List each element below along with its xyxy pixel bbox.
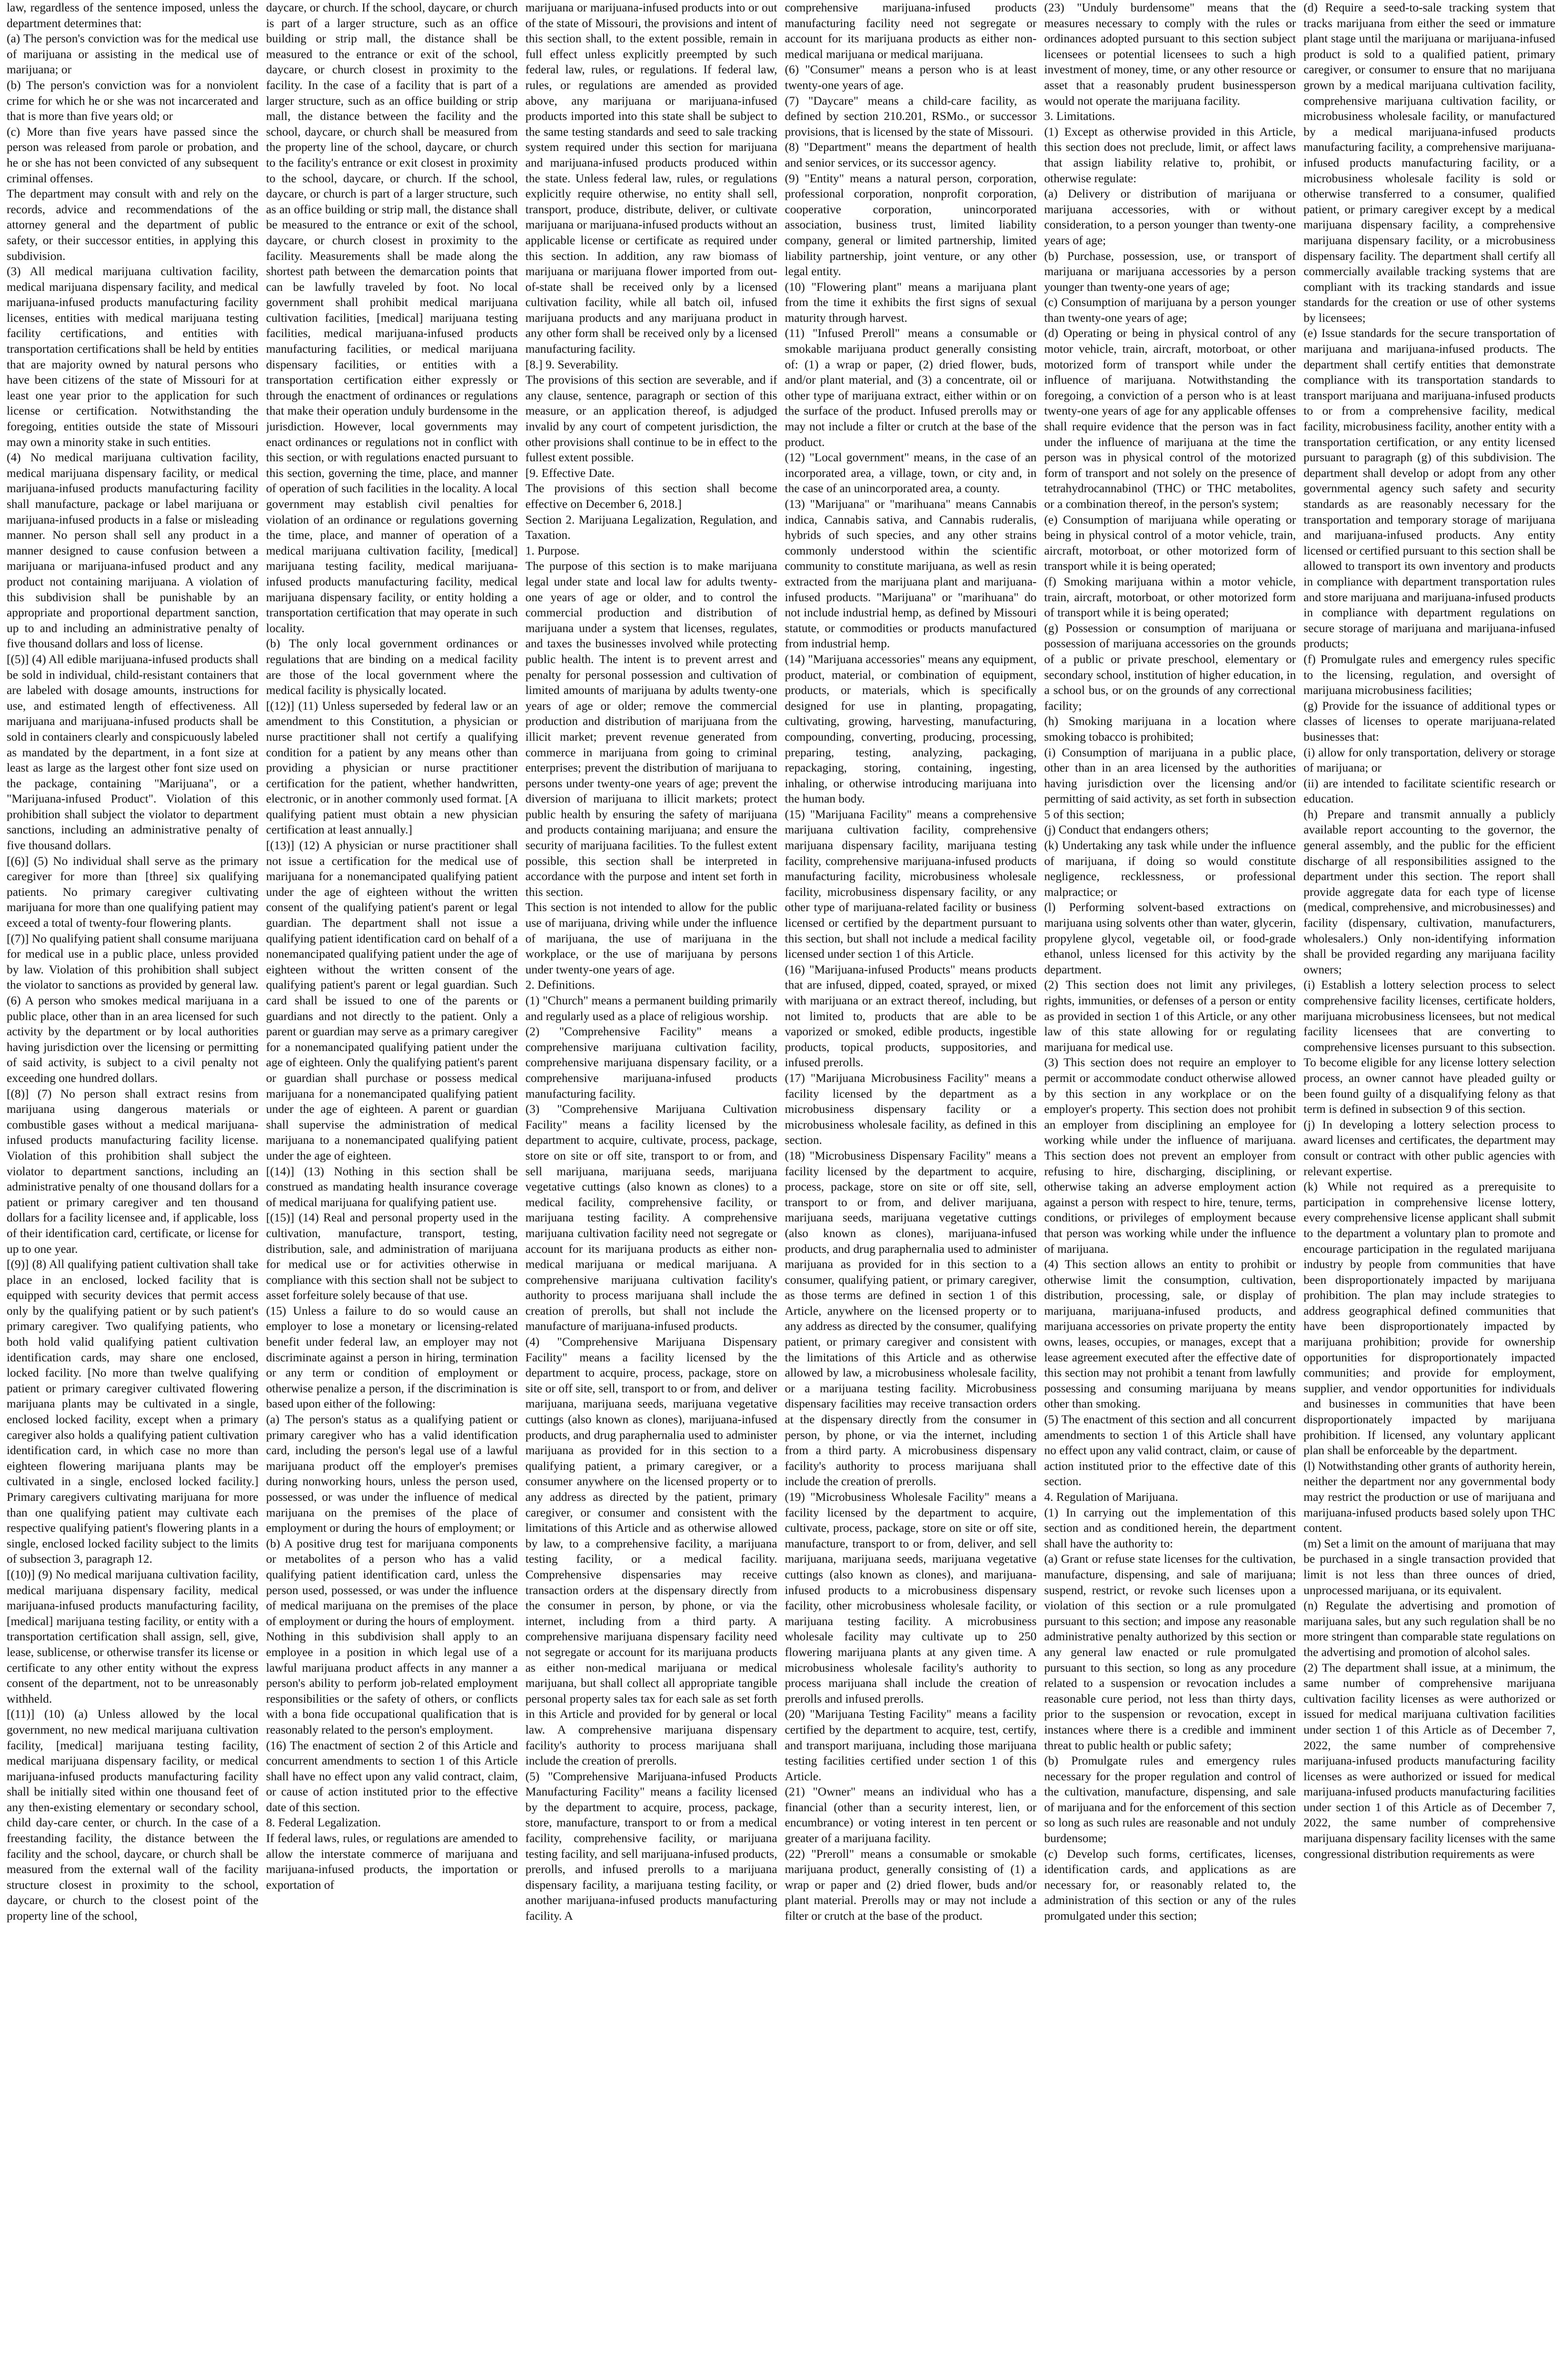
paragraph: (4) "Comprehensive Marijuana Dispensary Facility" means a facility licensed by the department to acquire, process, package, store on site or off site, sell, transport to or from, and deliver marijuana, marijuana seeds, marijuana vegetative cuttings (also known as clones), marijuana-infused products, and drug paraphernalia used to administer marijuana as provided for in this section to a qualifying patient, a primary caregiver, or a consumer anywhere on the licensed property or to any address as directed by the patient, primary caregiver, or consumer and consistent with the limitations of this Article and as otherwise allowed by law, to a comprehensive facility, a marijuana testing facility, or a medical facility. Comprehensive dispensaries may receive transaction orders at the dispensary directly from the consumer in person, by phone, or via the internet, including from a third party. A comprehensive marijuana dispensary facility need not segregate or account for its marijuana products as either non-medical marijuana or medical marijuana, but shall collect all appropriate tangible personal property sales tax for each sale as set forth in this Article and provided for by general or local law. A comprehensive marijuana dispensary facility's authority to process marijuana shall include the creation of prerolls. bbox=[525, 1335, 777, 1768]
paragraph: If federal laws, rules, or regulations are amended to allow the interstate commerce of marijuana and marijuana-infused products, the importation or exportation of bbox=[266, 1832, 518, 1892]
text-column-1 bbox=[7, 0, 259, 2380]
text-column-6 bbox=[1303, 0, 1555, 2380]
paragraph: (e) Consumption of marijuana while operating or being in physical control of a motor vehicle, train, aircraft, motorboat, or other motorized form of transport while it is being operated; bbox=[1044, 513, 1296, 573]
paragraph: (c) Develop such forms, certificates, licenses, identification cards, and applications as are necessary for, or reasonably related to, the administration of this section or any of the rules promulgated under this section; bbox=[1044, 1847, 1296, 1923]
paragraph: (5) "Comprehensive Marijuana-infused Products Manufacturing Facility" means a facility licensed by the department to acquire, process, package, store, manufacture, transport to or from a medical facility, comprehensive facility, or marijuana testing facility, and sell marijuana-infused products, prerolls, and infused prerolls to a marijuana dispensary facility, a marijuana testing facility, or another marijuana-infused products manufacturing facility. A bbox=[525, 1769, 777, 1923]
text-column-2 bbox=[266, 0, 518, 2380]
paragraph: (3) All medical marijuana cultivation facility, medical marijuana dispensary facility, and medical marijuana-infused products manufacturing facility licenses, entities with medical marijuana testing facility certifications, and entities with transportation certifications shall be held by entities that are majority owned by natural persons who have been citizens of the state of Missouri for at least one year prior to the application for such license or certification. Notwithstanding the foregoing, entities outside the state of Missouri may own a minority stake in such entities. bbox=[7, 265, 259, 449]
paragraph: daycare, or church. If the school, daycare, or church is part of a larger structure, such as an office building or strip mall, the distance shall be measured to the entrance or exit of the school, daycare, or church closest in proximity to the facility. In the case of a facility that is part of a larger structure, such as an office building or strip mall, the distance between the facility and the school, daycare, or church shall be measured from the property line of the school, daycare, or church to the facility's entrance or exit closest in proximity to the school, daycare, or church. If the school, daycare, or church is part of a larger structure, such as an office building or strip mall, the distance shall be measured to the entrance or exit of the school, daycare, or church closest in proximity to the facility. Measurements shall be made along the shortest path between the demarcation points that can be lawfully traveled by foot. No local government shall prohibit medical marijuana cultivation facilities, [medical] marijuana testing facilities, medical marijuana-infused products manufacturing facilities, or medical marijuana dispensary facilities, or entities with a transportation certification either expressly or through the enactment of ordinances or regulations that make their operation unduly burdensome in the jurisdiction. However, local governments may enact ordinances or regulations not in conflict with this section, or with regulations enacted pursuant to this section, governing the time, place, and manner of operation of such facilities in the locality. A local government may establish civil penalties for violation of an ordinance or regulations governing the time, place, and manner of operation of a medical marijuana cultivation facility, [medical] marijuana testing facility, medical marijuana-infused products manufacturing facility, medical marijuana dispensary facility, or entity holding a transportation certification that may operate in such locality. bbox=[266, 1, 518, 635]
paragraph: (11) "Infused Preroll" means a consumable or smokable marijuana product generally consisting of: (1) a wrap or paper, (2) dried flower, buds, and/or plant material, and (3) a concentrate, oil or other type of marijuana extract, either within or on the surface of the product. Infused prerolls may or may not include a filter or crutch at the base of the product. bbox=[785, 327, 1037, 449]
paragraph: (18) "Microbusiness Dispensary Facility" means a facility licensed by the department to acquire, process, package, store on site or off site, sell, transport to or from, and deliver marijuana, marijuana seeds, marijuana vegetative cuttings (also known as clones), marijuana-infused products, and drug paraphernalia used to administer marijuana as provided for in this section to a consumer, qualifying patient, or primary caregiver, as those terms are defined in section 1 of this Article, anywhere on the licensed property or to any address as directed by the consumer, qualifying patient, or primary caregiver and consistent with the limitations of this Article and as otherwise allowed by law, a microbusiness wholesale facility, or a marijuana testing facility. Microbusiness dispensary facilities may receive transaction orders at the dispensary directly from the consumer in person, by phone, or via the internet, including from a third party. A microbusiness dispensary facility's authority to process marijuana shall include the creation of prerolls. bbox=[785, 1149, 1037, 1488]
paragraph: (16) "Marijuana-infused Products" means products that are infused, dipped, coated, sprayed, or mixed with marijuana or an extract thereof, including, but not limited to, products that are able to be vaporized or smoked, edible products, ingestible products, topical products, suppositories, and infused prerolls. bbox=[785, 962, 1037, 1070]
paragraph: (i) allow for only transportation, delivery or storage of marijuana; or bbox=[1303, 745, 1555, 775]
paragraph: (i) Establish a lottery selection process to select comprehensive facility licenses, certificate holders, marijuana microbusiness licensees, but not medical facility licensees that are converting to comprehensive licenses pursuant to this subsection. To become eligible for any license lottery selection process, an owner cannot have pleaded guilty or been found guilty of a disqualifying felony as that term is defined in subsection 9 of this section. bbox=[1303, 978, 1555, 1116]
paragraph: (b) The only local government ordinances or regulations that are binding on a medical facility are those of the local government where the medical facility is physically located. bbox=[266, 637, 518, 697]
paragraph: (h) Smoking marijuana in a location where smoking tobacco is prohibited; bbox=[1044, 714, 1296, 744]
paragraph: (a) The person's conviction was for the medical use of marijuana or assisting in the medical use of marijuana; or bbox=[7, 32, 259, 77]
paragraph: (h) Prepare and transmit annually a publicly available report accounting to the governor, the general assembly, and the public for the efficient discharge of all responsibilities assigned to the department under this section. The report shall provide aggregate data for each type of license (medical, comprehensive, and microbusinesses) and facility (dispensary, cultivation, manufacturers, wholesalers.) Only non-identifying information shall be provided regarding any marijuana facility owners; bbox=[1303, 807, 1555, 976]
paragraph: (7) "Daycare" means a child-care facility, as defined by section 210.201, RSMo., or successor provisions, that is licensed by the state of Missouri. bbox=[785, 94, 1037, 139]
paragraph: (2) "Comprehensive Facility" means a comprehensive marijuana cultivation facility, comprehensive marijuana dispensary facility, or a comprehensive marijuana-infused products manufacturing facility. bbox=[525, 1025, 777, 1101]
paragraph: (b) The person's conviction was for a nonviolent crime for which he or she was not incarcerated and that is more than five years old; or bbox=[7, 78, 259, 123]
paragraph: (l) Notwithstanding other grants of authority herein, neither the department nor any governmental body may restrict the production or use of marijuana and marijuana-infused products based solely upon THC content. bbox=[1303, 1459, 1555, 1535]
paragraph: (2) This section does not limit any privileges, rights, immunities, or defenses of a person or entity as provided in section 1 of this Article, or any other law of this state allowing for or regulating marijuana for medical use. bbox=[1044, 978, 1296, 1054]
paragraph: marijuana or marijuana-infused products into or out of the state of Missouri, the provisions and intent of this section shall, to the extent possible, remain in full effect unless explicitly preempted by such federal law, rules, or regulations. If federal law, rules, or regulations are amended as provided above, any marijuana or marijuana-infused products imported into this state shall be subject to the same testing standards and seed to sale tracking system required under this section for marijuana and marijuana-infused products produced within the state. Unless federal law, rules, or regulations explicitly require otherwise, no entity shall sell, transport, produce, distribute, deliver, or cultivate marijuana or marijuana-infused products without an applicable license or certificate as required under this section. In addition, any raw biomass of marijuana or marijuana flower imported from out-of-state shall be received only by a licensed cultivation facility, while all batch oil, infused marijuana products and any marijuana product in any other form shall be received only by a licensed manufacturing facility. bbox=[525, 1, 777, 356]
paragraph: (12) "Local government" means, in the case of an incorporated area, a village, town, or city and, in the case of an unincorporated area, a county. bbox=[785, 451, 1037, 496]
text-column-5 bbox=[1044, 0, 1296, 2380]
paragraph: (13) "Marijuana" or "marihuana" means Cannabis indica, Cannabis sativa, and Cannabis ruderalis, hybrids of such species, and any other strains commonly understood within the scientific community to constitute marijuana, as well as resin extracted from the marijuana plant and marijuana-infused products. "Marijuana" or "marihuana" do not include industrial hemp, as defined by Missouri statute, or commodities or products manufactured from industrial hemp. bbox=[785, 497, 1037, 651]
text-column-4 bbox=[785, 0, 1036, 2380]
paragraph: [(5)] (4) All edible marijuana-infused products shall be sold in individual, child-resistant containers that are labeled with dosage amounts, instructions for use, and estimated length of effectiveness. All marijuana and marijuana-infused products shall be sold in containers clearly and conspicuously labeled as mandated by the department, in a font size at least as large as the largest other font size used on the package, containing "Marijuana", or a "Marijuana-infused Product". Violation of this prohibition shall subject the violator to department sanctions, including an administrative penalty of five thousand dollars. bbox=[7, 652, 259, 853]
paragraph: (g) Provide for the issuance of additional types or classes of licenses to operate marijuana-related businesses that: bbox=[1303, 699, 1555, 744]
paragraph: (c) Consumption of marijuana by a person younger than twenty-one years of age; bbox=[1044, 296, 1296, 325]
paragraph: (l) Performing solvent-based extractions on marijuana using solvents other than water, glycerin, propylene glycol, vegetable oil, or food-grade ethanol, unless licensed for this activity by the department. bbox=[1044, 901, 1296, 976]
paragraph: 2. Definitions. bbox=[525, 978, 595, 992]
paragraph: [(12)] (11) Unless superseded by federal law or an amendment to this Constitution, a physician or nurse practitioner shall not certify a qualifying condition for a patient by any means other than providing a physician or nurse practitioner certification for the patient, whether handwritten, electronic, or in another commonly used format. [A qualifying patient must obtain a new physician certification at least annually.] bbox=[266, 699, 518, 837]
paragraph: (16) The enactment of section 2 of this Article and concurrent amendments to section 1 of this Article shall have no effect upon any valid contract, claim, or cause of action instituted prior to the effective date of this section. bbox=[266, 1738, 518, 1814]
paragraph: The purpose of this section is to make marijuana legal under state and local law for adults twenty-one years of age or older, and to control the commercial production and distribution of marijuana under a system that licenses, regulates, and taxes the businesses involved while protecting public health. The intent is to prevent arrest and penalty for personal possession and cultivation of limited amounts of marijuana by adults twenty-one years of age or older; remove the commercial production and distribution of marijuana from the illicit market; prevent revenue generated from commerce in marijuana from going to criminal enterprises; prevent the distribution of marijuana to persons under twenty-one years of age; prevent the diversion of marijuana to illicit markets; protect public health by ensuring the safety of marijuana and products containing marijuana; and ensure the security of marijuana facilities. To the fullest extent possible, this section shall be interpreted in accordance with the purpose and intent set forth in this section. bbox=[525, 559, 777, 899]
paragraph: (k) While not required as a prerequisite to participation in comprehensive license lottery, every comprehensive license applicant shall submit to the department a voluntary plan to promote and encourage participation in the regulated marijuana industry by people from communities that have been disproportionately impacted by marijuana prohibition. The plan may include strategies to address geographical defined communities that have been disproportionately impacted by marijuana prohibition; provide for ownership opportunities for disproportionately impacted communities; and provide for employment, supplier, and vendor opportunities for individuals and businesses in communities that have been disproportionately impacted by marijuana prohibition. If licensed, any voluntary applicant plan shall be enforceable by the department. bbox=[1303, 1180, 1555, 1458]
paragraph: (17) "Marijuana Microbusiness Facility" means a facility licensed by the department as a microbusiness dispensary facility or a microbusiness wholesale facility, as defined in this section. bbox=[785, 1071, 1037, 1147]
paragraph: [8.] 9. Severability. bbox=[525, 357, 618, 371]
paragraph: (1) In carrying out the implementation of this section and as conditioned herein, the department shall have the authority to: bbox=[1044, 1506, 1296, 1550]
paragraph: (b) Purchase, possession, use, or transport of marijuana or marijuana accessories by a person younger than twenty-one years of age; bbox=[1044, 249, 1296, 294]
paragraph: (22) "Preroll" means a consumable or smokable marijuana product, generally consisting of (1) a wrap or paper and (2) dried flower, buds and/or plant material. Prerolls may or may not include a filter or crutch at the base of the product. bbox=[785, 1847, 1037, 1923]
paragraph: (20) "Marijuana Testing Facility" means a facility certified by the department to acquire, test, certify, and transport marijuana, including those marijuana testing facilities certified under section 1 of this Article. bbox=[785, 1707, 1037, 1783]
paragraph: (d) Operating or being in physical control of any motor vehicle, train, aircraft, motorboat, or other motorized form of transport while under the influence of marijuana. Notwithstanding the foregoing, a conviction of a person who is at least twenty-one years of age for any applicable offenses shall require evidence that the person was in fact under the influence of marijuana at the time the person was in physical control of the motorized form of transport and not solely on the presence of tetrahydrocannabinol (THC) or THC metabolites, or a combination thereof, in the person's system; bbox=[1044, 327, 1296, 511]
paragraph: (b) A positive drug test for marijuana components or metabolites of a person who has a valid qualifying patient identification card, unless the person used, possessed, or was under the influence of medical marijuana on the premises of the place of employment or during the hours of employment. bbox=[266, 1537, 518, 1628]
paragraph: (6) "Consumer" means a person who is at least twenty-one years of age. bbox=[785, 63, 1037, 92]
paragraph: (a) The person's status as a qualifying patient or primary caregiver who has a valid identification card, including the person's legal use of a lawful marijuana product off the employer's premises during nonworking hours, unless the person used, possessed, or was under the influence of medical marijuana on the premises of the place of employment or during the hours of employment; or bbox=[266, 1413, 518, 1535]
paragraph: (4) No medical marijuana cultivation facility, medical marijuana dispensary facility, or medical marijuana-infused products manufacturing facility shall manufacture, package or label marijuana or marijuana-infused products in a false or misleading manner. No person shall sell any product in a manner designed to cause confusion between a marijuana or marijuana-infused product and any product not containing marijuana. A violation of this subdivision shall be punishable by an appropriate and proportional department sanction, up to and including an administrative penalty of five thousand dollars and loss of license. bbox=[7, 451, 259, 651]
paragraph: (9) "Entity" means a natural person, corporation, professional corporation, nonprofit corporation, cooperative corporation, unincorporated association, business trust, limited liability company, general or limited partnership, limited liability partnership, joint venture, or any other legal entity. bbox=[785, 171, 1037, 278]
paragraph: (2) The department shall issue, at a minimum, the same number of comprehensive marijuana cultivation facility licenses as were authorized or issued for medical marijuana cultivation facilities under section 1 of this Article as of December 7, 2022, the same number of comprehensive marijuana-infused products manufacturing facility licenses as were authorized or issued for medical marijuana-infused products manufacturing facilities under section 1 of this Article as of December 7, 2022, the same number of comprehensive marijuana dispensary facility licenses with the same congressional distribution requirements as were bbox=[1303, 1661, 1555, 1861]
paragraph: [(10)] (9) No medical marijuana cultivation facility, medical marijuana dispensary facility, medical marijuana-infused products manufacturing facility, [medical] marijuana testing facility, or entity with a transportation certification shall assign, sell, give, lease, sublicense, or otherwise transfer its license or certificate to any other entity without the express consent of the department, not to be unreasonably withheld. bbox=[7, 1567, 259, 1706]
paragraph: (8) "Department" means the department of health and senior services, or its successor agency. bbox=[785, 140, 1037, 169]
paragraph: (4) This section allows an entity to prohibit or otherwise limit the consumption, cultivation, distribution, processing, sale, or display of marijuana, marijuana-infused products, and marijuana accessories on private property the entity owns, leases, occupies, or manages, except that a lease agreement executed after the effective date of this section may not prohibit a tenant from lawfully possessing and consuming marijuana by means other than smoking. bbox=[1044, 1258, 1296, 1411]
paragraph: 8. Federal Legalization. bbox=[266, 1816, 381, 1830]
paragraph: (j) Conduct that endangers others; bbox=[1044, 823, 1209, 837]
paragraph: (21) "Owner" means an individual who has a financial (other than a security interest, lien, or encumbrance) or voting interest in ten percent or greater of a marijuana facility. bbox=[785, 1785, 1037, 1845]
paragraph: 3. Limitations. bbox=[1044, 109, 1115, 123]
paragraph: (a) Delivery or distribution of marijuana or marijuana accessories, with or without consideration, to a person younger than twenty-one years of age; bbox=[1044, 187, 1296, 247]
paragraph: (19) "Microbusiness Wholesale Facility" means a facility licensed by the department to acquire, cultivate, process, package, store on site or off site, manufacture, transport to or from, deliver, and sell marijuana, marijuana seeds, marijuana vegetative cuttings (also known as clones), and marijuana-infused products to a microbusiness dispensary facility, other microbusiness wholesale facility, or marijuana testing facility. A microbusiness wholesale facility may cultivate up to 250 flowering marijuana plants at any given time. A microbusiness wholesale facility's authority to process marijuana shall include the creation of prerolls and infused prerolls. bbox=[785, 1490, 1037, 1706]
paragraph: (n) Regulate the advertising and promotion of marijuana sales, but any such regulation shall be no more stringent than comparable state regulations on the advertising and promotion of alcohol sales. bbox=[1303, 1599, 1555, 1659]
paragraph: This section is not intended to allow for the public use of marijuana, driving while under the influence of marijuana, the use of marijuana in the workplace, or the use of marijuana by persons under twenty-one years of age. bbox=[525, 901, 777, 976]
paragraph: (e) Issue standards for the secure transportation of marijuana and marijuana-infused products. The department shall certify entities that demonstrate compliance with its transportation standards to transport marijuana and marijuana-infused products to or from a comprehensive facility, medical facility, microbusiness facility, another entity with a transportation certification, or any entity licensed pursuant to paragraph (g) of this subdivision. The department shall develop or adopt from any other governmental agency such safety and security standards as are reasonably necessary for the transportation and temporary storage of marijuana and marijuana-infused products. Any entity licensed or certified pursuant to this section shall be allowed to transport its own inventory and products in compliance with department transportation rules and store marijuana and marijuana-infused products in compliance with department regulations on secure storage of marijuana and marijuana-infused products; bbox=[1303, 327, 1555, 651]
paragraph: (f) Smoking marijuana within a motor vehicle, train, aircraft, motorboat, or other motorized form of transport while it is being operated; bbox=[1044, 575, 1296, 620]
paragraph: (1) "Church" means a permanent building primarily and regularly used as a place of religious worship. bbox=[525, 994, 777, 1023]
paragraph: (i) Consumption of marijuana in a public place, other than in an area licensed by the authorities having jurisdiction over the licensing and/or permitting of said activity, as set forth in subsection 5 of this section; bbox=[1044, 745, 1296, 821]
paragraph: (k) Undertaking any task while under the influence of marijuana, if doing so would constitute negligence, recklessness, or professional malpractice; or bbox=[1044, 839, 1296, 899]
paragraph: comprehensive marijuana-infused products manufacturing facility need not segregate or account for its marijuana products as either non-medical marijuana or medical marijuana. bbox=[785, 1, 1037, 61]
paragraph: [(6)] (5) No individual shall serve as the primary caregiver for more than [three] six qualifying patients. No primary caregiver cultivating marijuana for more than one qualifying patient may exceed a total of twenty-four flowering plants. bbox=[7, 854, 259, 930]
paragraph: (23) "Unduly burdensome" means that the measures necessary to comply with the rules or ordinances adopted pursuant to this section subject licensees or potential licensees to such a high investment of money, time, or any other resource or asset that a reasonably prudent businessperson would not operate the marijuana facility. bbox=[1044, 1, 1296, 108]
paragraph: (ii) are intended to facilitate scientific research or education. bbox=[1303, 776, 1555, 806]
paragraph: [(9)] (8) All qualifying patient cultivation shall take place in an enclosed, locked facility that is equipped with security devices that permit access only by the qualifying patient or by such patient's primary caregiver. Two qualifying patients, who both hold valid qualifying patient cultivation identification cards, may share one enclosed, locked facility. [No more than twelve qualifying patient or primary caregiver cultivated flowering marijuana plants may be cultivated in a single, enclosed locked facility, except when a primary caregiver also holds a qualifying patient cultivation identification card, in which case no more than eighteen flowering marijuana plants may be cultivated in a single, enclosed locked facility.] Primary caregivers cultivating marijuana for more than one qualifying patient may cultivate each respective qualifying patient's flowering plants in a single, enclosed locked facility subject to the limits of subsection 3, paragraph 12. bbox=[7, 1258, 259, 1566]
paragraph: [(15)] (14) Real and personal property used in the cultivation, manufacture, transport, testing, distribution, sale, and administration of marijuana for medical use or for activities otherwise in compliance with this section shall not be subject to asset forfeiture solely because of that use. bbox=[266, 1211, 518, 1302]
paragraph: Section 2. Marijuana Legalization, Regulation, and Taxation. bbox=[525, 513, 777, 542]
paragraph: (a) Grant or refuse state licenses for the cultivation, manufacture, dispensing, and sale of marijuana; suspend, restrict, or revoke such licenses upon a violation of this section or a rule promulgated pursuant to this section; and impose any reasonable administrative penalty authorized by this section or any general law enacted or rule promulgated pursuant to this section, so long as any procedure related to a suspension or revocation includes a reasonable cure period, not less than thirty days, prior to the suspension or revocation, except in instances where there is a credible and imminent threat to public health or public safety; bbox=[1044, 1552, 1296, 1752]
paragraph: (15) Unless a failure to do so would cause an employer to lose a monetary or licensing-related benefit under federal law, an employer may not discriminate against a person in hiring, termination or any term or condition of employment or otherwise penalize a person, if the discrimination is based upon either of the following: bbox=[266, 1304, 518, 1411]
paragraph: [(13)] (12) A physician or nurse practitioner shall not issue a certification for the medical use of marijuana for a nonemancipated qualifying patient under the age of eighteen without the written consent of the qualifying patient's parent or legal guardian. The department shall not issue a qualifying patient identification card on behalf of a nonemancipated qualifying patient under the age of eighteen without the written consent of the qualifying patient's parent or legal guardian. Such card shall be issued to one of the parents or guardians and not directly to the patient. Only a parent or guardian may serve as a primary caregiver for a nonemancipated qualifying patient under the age of eighteen. Only the qualifying patient's parent or guardian shall purchase or possess medical marijuana for a nonemancipated qualifying patient under the age of eighteen. A parent or guardian shall supervise the administration of medical marijuana to a nonemancipated qualifying patient under the age of eighteen. bbox=[266, 839, 518, 1162]
paragraph: The provisions of this section are severable, and if any clause, sentence, paragraph or section of this measure, or an application thereof, is adjudged invalid by any court of competent jurisdiction, the other provisions shall continue to be in effect to the fullest extent possible. bbox=[525, 373, 777, 465]
paragraph: (3) This section does not require an employer to permit or accommodate conduct otherwise allowed by this section in any workplace or on the employer's property. This section does not prohibit an employer from disciplining an employee for working while under the influence of marijuana. This section does not prevent an employer from refusing to hire, discharging, disciplining, or otherwise taking an adverse employment action against a person with respect to hire, tenure, terms, conditions, or privileges of employment because that person was working while under the influence of marijuana. bbox=[1044, 1056, 1296, 1256]
paragraph: (1) Except as otherwise provided in this Article, this section does not preclude, limit, or affect laws that assign liability relative to, prohibit, or otherwise regulate: bbox=[1044, 125, 1296, 185]
paragraph: [(14)] (13) Nothing in this section shall be construed as mandating health insurance coverage of medical marijuana for qualifying patient use. bbox=[266, 1164, 518, 1209]
paragraph: (3) "Comprehensive Marijuana Cultivation Facility" means a facility licensed by the department to acquire, cultivate, process, package, store on site or off site, transport to or from, and sell marijuana, marijuana seeds, marijuana vegetative cuttings (also known as clones) to a medical facility, comprehensive facility, or marijuana testing facility. A comprehensive marijuana cultivation facility need not segregate or account for its marijuana products as either non-medical marijuana or medical marijuana. A comprehensive marijuana cultivation facility's authority to process marijuana shall include the creation of prerolls, but shall not include the manufacture of marijuana-infused products. bbox=[525, 1102, 777, 1333]
paragraph: [(8)] (7) No person shall extract resins from marijuana using dangerous materials or combustible gases without a medical marijuana-infused products manufacturing facility license. Violation of this prohibition shall subject the violator to department sanctions, including an administrative penalty of one thousand dollars for a patient or primary caregiver and ten thousand dollars for a facility licensee and, if applicable, loss of their identification card, certificate, or license for up to one year. bbox=[7, 1087, 259, 1256]
paragraph: [9. Effective Date. bbox=[525, 466, 615, 480]
paragraph: (c) More than five years have passed since the person was released from parole or probation, and he or she has not been convicted of any subsequent criminal offenses. bbox=[7, 125, 259, 185]
paragraph: (15) "Marijuana Facility" means a comprehensive marijuana cultivation facility, comprehensive marijuana dispensary facility, marijuana testing facility, comprehensive marijuana-infused products manufacturing facility, microbusiness wholesale facility, microbusiness dispensary facility, or any other type of marijuana-related facility or business licensed or certified by the department pursuant to this section, but shall not include a medical facility licensed under section 1 of this Article. bbox=[785, 807, 1037, 961]
paragraph: (d) Require a seed-to-sale tracking system that tracks marijuana from either the seed or immature plant stage until the marijuana or marijuana-infused product is sold to a qualified patient, primary caregiver, or consumer to ensure that no marijuana grown by a medical marijuana cultivation facility, comprehensive marijuana cultivation facility, or microbusiness wholesale facility, or manufactured by a medical marijuana-infused products manufacturing facility, a comprehensive marijuana-infused products manufacturing facility, or a microbusiness wholesale facility is sold or otherwise transferred to a consumer, qualified patient, or primary caregiver except by a medical marijuana dispensary facility, a comprehensive marijuana dispensary facility, or a microbusiness dispensary facility. The department shall certify all commercially available tracking systems that are compliant with its tracking standards and issue standards for the creation or use of other systems by licensees; bbox=[1303, 1, 1555, 325]
paragraph: (b) Promulgate rules and emergency rules necessary for the proper regulation and control of the cultivation, manufacture, dispensing, and sale of marijuana and for the enforcement of this section so long as such rules are reasonable and not unduly burdensome; bbox=[1044, 1754, 1296, 1845]
paragraph: (j) In developing a lottery selection process to award licenses and certificates, the department may consult or contract with other public agencies with relevant expertise. bbox=[1303, 1118, 1555, 1178]
paragraph: The department may consult with and rely on the records, advice and recommendations of the attorney general and the department of public safety, or their successor entities, in applying this subdivision. bbox=[7, 187, 259, 263]
paragraph: (10) "Flowering plant" means a marijuana plant from the time it exhibits the first signs of sexual maturity through harvest. bbox=[785, 280, 1037, 325]
paragraph: [(7)] No qualifying patient shall consume marijuana for medical use in a public place, unless provided by law. Violation of this prohibition shall subject the violator to sanctions as provided by general law. (6) A person who smokes medical marijuana in a public place, other than in an area licensed for such activity by the department or by local authorities having jurisdiction over the licensing or permitting of said activity, is subject to a civil penalty not exceeding one hundred dollars. bbox=[7, 932, 259, 1085]
paragraph: 4. Regulation of Marijuana. bbox=[1044, 1490, 1178, 1504]
text-column-3 bbox=[526, 0, 777, 2380]
paragraph: law, regardless of the sentence imposed, unless the department determines that: bbox=[7, 1, 259, 30]
paragraph: (m) Set a limit on the amount of marijuana that may be purchased in a single transaction provided that limit is not less than three ounces of dried, unprocessed marijuana, or its equivalent. bbox=[1303, 1537, 1555, 1597]
paragraph: 1. Purpose. bbox=[525, 544, 580, 557]
paragraph: [(11)] (10) (a) Unless allowed by the local government, no new medical marijuana cultivation facility, [medical] marijuana testing facility, medical marijuana dispensary facility, or medical marijuana-infused products manufacturing facility shall be initially sited within one thousand feet of any then-existing elementary or secondary school, child day-care center, or church. In the case of a freestanding facility, the distance between the facility and the school, daycare, or church shall be measured from the external wall of the facility structure closest in proximity to the school, daycare, or church to the closest point of the property line of the school, bbox=[7, 1707, 259, 1923]
paragraph: (14) "Marijuana accessories" means any equipment, product, material, or combination of equipment, products, or materials, which is specifically designed for use in planting, propagating, cultivating, growing, harvesting, manufacturing, compounding, converting, producing, processing, preparing, testing, analyzing, packaging, repackaging, storing, containing, ingesting, inhaling, or otherwise introducing marijuana into the human body. bbox=[785, 652, 1037, 806]
paragraph: Nothing in this subdivision shall apply to an employee in a position in which legal use of a lawful marijuana product affects in any manner a person's ability to perform job-related employment responsibilities or the safety of others, or conflicts with a bona fide occupational qualification that is reasonably related to the person's employment. bbox=[266, 1630, 518, 1736]
paragraph: The provisions of this section shall become effective on December 6, 2018.] bbox=[525, 482, 777, 511]
paragraph: (5) The enactment of this section and all concurrent amendments to section 1 of this Article shall have no effect upon any valid contract, claim, or cause of action instituted prior to the effective date of this section. bbox=[1044, 1413, 1296, 1488]
paragraph: (f) Promulgate rules and emergency rules specific to the licensing, regulation, and oversight of marijuana microbusiness facilities; bbox=[1303, 652, 1555, 697]
paragraph: (g) Possession or consumption of marijuana or possession of marijuana accessories on the grounds of a public or private preschool, elementary or secondary school, institution of higher education, in a school bus, or on the grounds of any correctional facility; bbox=[1044, 621, 1296, 713]
